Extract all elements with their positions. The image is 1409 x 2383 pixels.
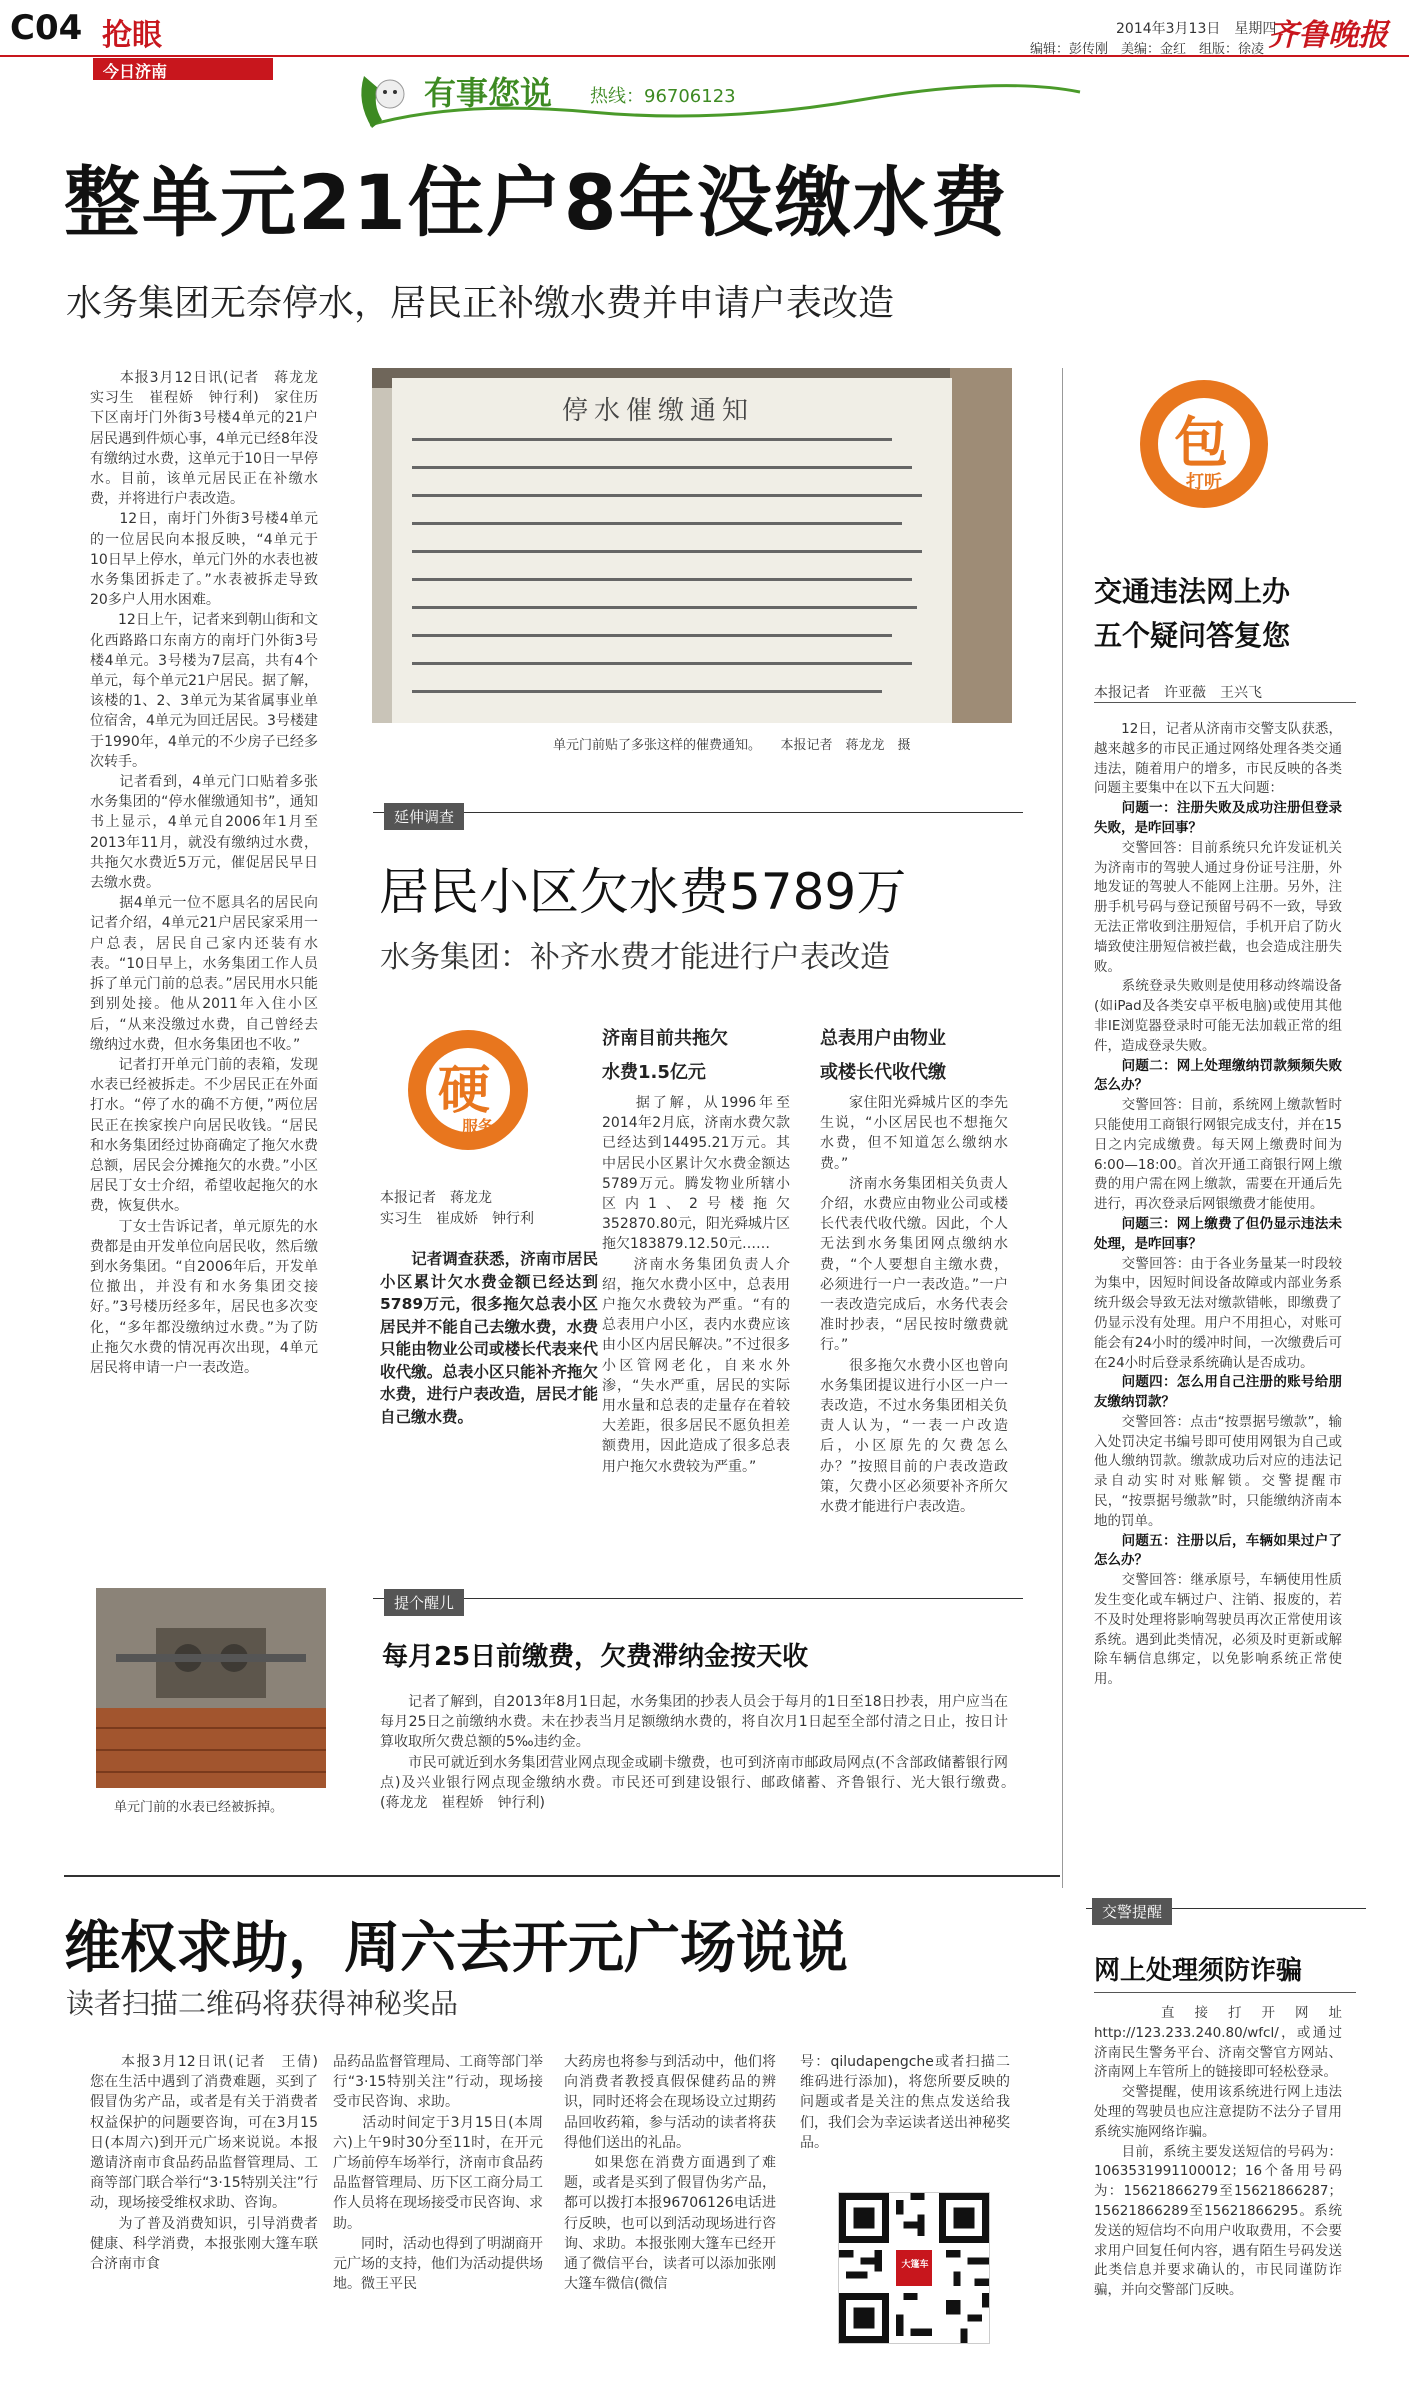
notice-photo-caption: 单元门前贴了多张这样的催费通知。 本报记者 蒋龙龙 摄 bbox=[553, 738, 911, 753]
qa-question: 问题三：网上缴费了但仍显示违法未处理，是咋回事？ bbox=[1094, 1215, 1342, 1252]
badge-sub: 打听 bbox=[1186, 472, 1222, 493]
sidebar-byline: 本报记者 许亚薇 王兴飞 bbox=[1094, 685, 1262, 701]
extended-byline: 本报记者 蒋龙龙 实习生 崔成娇 钟行利 bbox=[380, 1190, 534, 1227]
col1-body-column: 据了解，从1996年至2014年2月底，济南水费欠款已经达到14495.21万元。其中居民小区累计欠水费金额达5789万元。腾发物业所辖小区内1、2号楼拖欠352870.80元，阳光舜城片区拖欠183879.12.50元…… 济南水务集团负责人介绍，拖欠水费小区中，总表用户拖欠水费较为严重。“有的总表用户小区，表内水费应该由小区内居民解决。”不过很多小区管网老化，自来水外渗，“失水严重，居民的实际用水量和总表的走量存在着较大差距，很多居民不愿负担差额费用，因此造成了很多总表用户拖欠水费较为严重。” bbox=[602, 1095, 790, 1475]
section-name: 抢眼 bbox=[102, 18, 162, 53]
bottom-divider bbox=[64, 1875, 1060, 1877]
main-headline: 整单元21住户8年没缴水费 bbox=[64, 158, 1009, 247]
reminder-tag: 提个醒儿 bbox=[384, 1589, 464, 1616]
sidebar-intro: 12日，记者从济南市交警支队获悉，越来越多的市民正通过网络处理各类交通违法，随着用户的增多，市民反映的各类问题主要集中在以下五大问题： bbox=[1094, 721, 1342, 797]
hotline-title: 有事您说 bbox=[424, 74, 553, 112]
issue-date: 2014年3月13日 星期四 bbox=[1116, 21, 1277, 37]
qa-item bbox=[1094, 799, 1342, 1056]
qa-question: 问题一：注册失败及成功注册但登录失败，是咋回事？ bbox=[1094, 800, 1342, 836]
meter-photo bbox=[96, 1588, 326, 1788]
badge-char: 包 bbox=[1174, 411, 1228, 474]
qa-answer: 交警回答：由于各业务量某一时段较为集中，因短时间设备故障或内部业务系统升级会导致无法对缴款错帐，即缴费了仍显示没有处理。用户不用担心，对账可能会有24小时的缓冲时间，一次缴费后可在24小时后登录系统确认是否成功。 bbox=[1094, 1255, 1342, 1371]
reminder-headline: 每月25日前缴费，欠费滞纳金按天收 bbox=[382, 1642, 809, 1672]
sidebar-divider bbox=[1062, 368, 1063, 1888]
qa-answer: 交警回答：点击“按票据号缴款”，输入处罚决定书编号即可使用网银为自己或他人缴纳罚款。缴款成功后对应的违法记录自动实时对账解锁。交警提醒市民，“按票据号缴款”时，只能缴纳济南本地的罚单。 bbox=[1094, 1413, 1342, 1529]
editors-line: 编辑：彭传刚 美编：金红 组版：徐凌 bbox=[1030, 42, 1265, 57]
bottom-col1: 本报3月12日讯(记者 王倩) 您在生活中遇到了消费难题，买到了假冒伪劣产品，或者是有关于消费者权益保护的问题要咨询，可在3月15日(本周六)到开元广场来说说。本报邀请济南市食品药品监督管理局、工商等部门联合举行“3·15特别关注”行动，现场接受维权求助、咨询。 为了普及消费知识，引导消费者健康、科学消费，本报张刚大篷车联合济南市食 bbox=[90, 2054, 318, 2273]
qr-center-label: 大篷车 bbox=[901, 2260, 929, 2270]
qa-question: 问题二：网上处理缴纳罚款频频失败怎么办？ bbox=[1094, 1057, 1342, 1094]
sidebar2-title-rule bbox=[1094, 1992, 1356, 1993]
sidebar-byline-rule bbox=[1094, 702, 1356, 703]
sidebar2-tag: 交警提醒 bbox=[1092, 1898, 1172, 1925]
qa-answer: 交警回答：目前系统只允许发证机关为济南市的驾驶人通过身份证号注册，外地发证的驾驶人不能网上注册。另外，注册手机号码与登记预留号码不一致，导致无法正常收到注册短信，手机开启了防火墙致使注册短信被拦截，也会造成注册失败。 系统登录失败则是使用移动终端设备(如iPad及各类安卓平板电脑)或使用其他非IE浏览器登录时可能无法加载正常的组件，造成登录失败。 bbox=[1094, 839, 1342, 1054]
extended-subheadline: 水务集团：补齐水费才能进行户表改造 bbox=[380, 940, 890, 975]
extended-headline: 居民小区欠水费5789万 bbox=[379, 863, 907, 921]
qa-item bbox=[1094, 1215, 1342, 1373]
extended-tag: 延伸调查 bbox=[384, 803, 464, 830]
extended-rule bbox=[373, 812, 1023, 813]
qa-item bbox=[1094, 1532, 1342, 1690]
hotline-number: 热线：96706123 bbox=[590, 86, 736, 107]
notice-doc-title: 停水催缴通知 bbox=[562, 396, 755, 426]
inquiry-badge bbox=[1140, 380, 1280, 520]
qa-question: 问题四：怎么用自己注册的账号给朋友缴纳罚款？ bbox=[1094, 1374, 1342, 1411]
bottom-subheadline: 读者扫描二维码将获得神秘奖品 bbox=[66, 1987, 459, 2020]
page-number: C04 bbox=[10, 8, 83, 48]
sub-section: 今日济南 bbox=[103, 62, 168, 81]
paper-logo: 齐鲁晚报 bbox=[1268, 18, 1388, 53]
main-body-column bbox=[90, 368, 318, 1583]
extended-lead: 记者调查获悉，济南市居民小区累计欠水费金额已经达到5789万元，很多拖欠总表小区居民并不能自己去缴水费，水费只能由物业公司或楼长代表来代收代缴。总表小区只能补齐拖欠水费，进行户表改造，居民才能自己缴水费。 bbox=[380, 1250, 598, 1426]
reminder-body-column: 记者了解到，自2013年8月1日起，水务集团的抄表人员会于每月的1日至18日抄表，用户应当在每月25日之前缴纳水费。未在抄表当月足额缴纳水费的，将自次月1日起至全部付清之日止，按日计算收取所欠费总额的5‰违约金。 市民可就近到水务集团营业网点现金或刷卡缴费，也可到济南市邮政局网点(不含部政储蓄银行网点)及兴业银行网点现金缴纳水费。市民还可到建设银行、邮政储蓄、齐鲁银行、光大银行缴费。 (蒋龙龙 崔程娇 钟行利) bbox=[380, 1694, 1008, 1812]
col1-title: 济南目前共拖欠 水费1.5亿元 bbox=[602, 1028, 728, 1083]
notice-photo bbox=[372, 368, 1012, 723]
qa-answer: 交警回答：继承原号，车辆使用性质发生变化或车辆过户、注销、报废的，若不及时处理将影响驾驶员再次正常使用该系统。遇到此类情况，必须及时更新或解除车辆信息绑定，以免影响系统正常使用。 bbox=[1094, 1572, 1342, 1688]
bottom-col3: 大药房也将参与到活动中，他们将向消费者教授真假保健药品的辨识，同时还将会在现场设立过期药品回收药箱，参与活动的读者将获得他们送出的礼品。 如果您在消费方面遇到了难题，或者是买到了假冒伪劣产品，都可以拨打本报96706126电话进行反映，也可以到活动现场进行咨询、求助。本报张刚大篷车已经开通了微信平台，读者可以添加张刚大篷车微信(微信 bbox=[564, 2054, 776, 2293]
badge-char: 硬 bbox=[438, 1061, 491, 1121]
col2-title: 总表用户由物业 或楼长代收代缴 bbox=[820, 1028, 946, 1083]
main-subheadline: 水务集团无奈停水，居民正补缴水费并申请户表改造 bbox=[66, 283, 895, 324]
qa-item bbox=[1094, 1373, 1342, 1531]
badge-sub: 服务 bbox=[462, 1117, 495, 1136]
service-badge bbox=[408, 1030, 538, 1160]
bottom-col4: 号：qiludapengche或者扫描二维码进行添加)，将您所要反映的问题或者是关注的焦点发送给我们，我们会为幸运读者送出神秘奖品。 bbox=[800, 2054, 1010, 2151]
hotline-banner bbox=[340, 70, 1080, 150]
bottom-headline: 维权求助，周六去开元广场说说 bbox=[64, 1916, 848, 1981]
bottom-col2: 品药品监督管理局、工商等部门举行“3·15特别关注”行动，现场接受市民咨询、求助。 活动时间定于3月15日(本周六)上午9时30分至11时，在开元广场前停车场举行，济南市食品药品监督管理局、历下区工商分局工作人员将在现场接受市民咨询、求助。 同时，活动也得到了明湖商开元广场的支持，他们为活动提供场地。微王平民 bbox=[333, 2054, 543, 2293]
meter-photo-caption: 单元门前的水表已经被拆掉。 bbox=[114, 1800, 284, 1815]
sidebar-title: 交通违法网上办 五个疑问答复您 bbox=[1094, 575, 1291, 652]
sidebar2-body-column: 直接打开网址http://123.233.240.80/wfcl/，或通过济南民生警务平台、济南交警官方网站、济南网上车管所上的链接即可轻松登录。 交警提醒，使用该系统进行网上违法处理的驾驶员也应注意提防不法分子冒用系统实施网络诈骗。 目前，系统主要发送短信的号码为：1063531991100012；16个备用号码为：15621866279至15621866287；15621866289至15621866295。系统发送的短信均不向用户收取费用，不会要求用户回复任何内容，遇有陌生号码发送此类信息并要求确认的，市民同谨防诈骗，并向交警部门反映。 bbox=[1094, 2005, 1342, 2299]
sidebar-qa-column bbox=[1094, 720, 1342, 1870]
reminder-rule bbox=[373, 1598, 1023, 1599]
sidebar2-title: 网上处理须防诈骗 bbox=[1094, 1956, 1303, 1986]
col2-body-column: 家住阳光舜城片区的李先生说，“小区居民也不想拖欠水费，但不知道怎么缴纳水费。” 济南水务集团相关负责人介绍，水费应由物业公司或楼长代表代收代缴。因此，个人无法到水务集团网点缴纳水费，“个人要想自主缴水费，必须进行一户一表改造。”一户一表改造完成后，水务代表会准时抄表，“居民按时缴费就行。” 很多拖欠水费小区也曾向水务集团提议进行小区一户一表改造，不过水务集团相关负责人认为，“一表一户改造后，小区原先的欠费怎么办？”按照目前的户表改造政策，欠费小区必须要补齐所欠水费才能进行户表改造。 bbox=[820, 1095, 1008, 1516]
phone-handset-icon bbox=[354, 72, 410, 134]
qa-question: 问题五：注册以后，车辆如果过户了怎么办？ bbox=[1094, 1532, 1342, 1569]
main-body-text: 本报3月12日讯(记者 蒋龙龙 实习生 崔程娇 钟行利) 家住历下区南圩门外街3号楼4单元的21户居民遇到件烦心事，4单元已经8年没有缴纳过水费，这单元于10日一早停水。目前，该单元居民正在补缴水费，并将进行户表改造。 12日，南圩门外街3号楼4单元的一位居民向本报反映，“4单元于10日早上停水，单元门外的水表也被水务集团拆走了。”水表被拆走导致20多户人用水困难。 12日上午，记者来到朝山街和文化西路路口东南方的南圩门外街3号楼4单元。3号楼为7层高，共有4个单元，每个单元21户居民。据了解，该楼的1、2、3单元为某省属事业单位宿舍，4单元为回迁居民。3号楼建于1990年，4单元的不少房子已经多次转手。 记者看到，4单元门口贴着多张水务集团的“停水催缴通知书”，通知书上显示，4单元自2006年1月至2013年11月，就没有缴纳过水费，共拖欠水费近5万元，催促居民早日去缴水费。 据4单元一位不愿具名的居民向记者介绍，4单元21户居民家采用一户总表，居民自己家内还装有水表。“10日早上，水务集团工作人员拆了单元门前的总表。”居民用水只能到别处接。他从2011年入住小区后，“从来没缴过水费，自己曾经去缴纳过水费，但水务集团也不收。” 记者打开单元门前的表箱，发现水表已经被拆走。不少居民正在外面打水。“停了水的确不方便，”两位居民正在挨家挨户向居民收钱。“居民和水务集团经过协商确定了拖欠水费总额，居民会分摊拖欠的水费。”小区居民丁女士介绍，希望收起拖欠的水费，恢复供水。 丁女士告诉记者，单元原先的水费都是由开发单位向居民收，然后缴到水务集团。“自2006年后，开发单位撤出，并没有和水务集团交接好。”3号楼历经多年，居民也多次变化，“多年都没缴纳过水费。”为了防止拖欠水费的情况再次出现，4单元居民将申请一户一表改造。 bbox=[90, 370, 318, 1376]
qa-item bbox=[1094, 1057, 1342, 1215]
qr-code-icon[interactable] bbox=[838, 2192, 990, 2344]
qa-answer: 交警回答：目前，系统网上缴款暂时只能使用工商银行网银完成支付，并在15日之内完成缴费。每天网上缴费时间为6:00—18:00。首次开通工商银行网上缴费的用户需在网上缴款，需要在开通后先进行，再次登录后网银缴费才能使用。 bbox=[1094, 1097, 1342, 1213]
